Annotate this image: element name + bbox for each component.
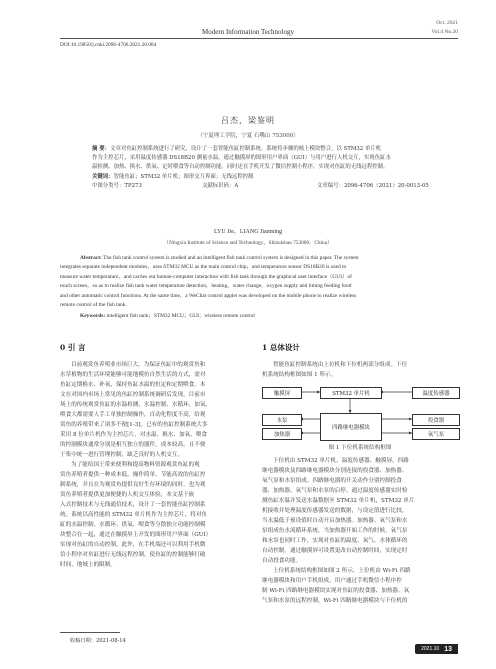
abstract-cn-line: 文章对鱼缸控制系统进行了研究，设计了一套智能鱼缸控制系统。系统将步骤的核上模块整合，以 STM32 单片机 bbox=[110, 146, 382, 152]
affiliation-cn: （宁夏理工学院，宁夏 石嘴山 753000） bbox=[197, 133, 299, 139]
doi: DOI:10.19850/j.cnki.2096-4706.2021.20.004 bbox=[60, 42, 157, 48]
mcu-box: STM32 单片机 bbox=[320, 387, 382, 399]
figure-caption: 图 1 下位机系统结构框图 bbox=[328, 445, 392, 451]
abstract-cn bbox=[92, 145, 462, 191]
paragraph-line: 入式控制技术与无线通信技术，设计了一套智能鱼缸控制系 bbox=[60, 502, 206, 508]
section1-heading: 1 总体设计 bbox=[262, 343, 300, 352]
paragraph-line: 目前观赏鱼养殖业市场巨大，为保证鱼缸中的观赏鱼和 bbox=[71, 362, 206, 368]
abstract-en-line: measure water temperature，and carries out human-computer interaction with fish tank through the graphical user interface（GUI）of bbox=[60, 273, 352, 280]
keywords-cn: 智能鱼缸；STM32 单片机；图形交互界面；无线远程控制 bbox=[113, 174, 254, 180]
section1-intro bbox=[262, 360, 458, 380]
issue-volume: Vol.4 No.20 bbox=[431, 29, 458, 35]
section0-heading: 0 引 言 bbox=[60, 343, 86, 352]
doc-code: 文献标识码：A bbox=[202, 183, 239, 189]
paragraph-line: 继电器模块及四路继电器模块分别连接的投食器、加热器、 bbox=[262, 468, 408, 474]
article-number: 文章编号：2096-4706（2021）20-0013-05 bbox=[317, 183, 429, 189]
paragraph-line: 智能鱼缸控制系统由上位机和下位机两部分组成。下位 bbox=[273, 362, 408, 368]
paragraph-line: 机系统结构框图如图 1 所示。 bbox=[262, 372, 337, 378]
paragraph-line: 块整合在一起，通过在触摸屏上开发的图形用户界面（GUI） bbox=[60, 532, 212, 538]
abstract-en bbox=[60, 254, 458, 322]
authors-en: LYU Jie，LIANG Jianming bbox=[213, 229, 283, 235]
paragraph-line: 时间、地域上的限制。 bbox=[60, 562, 116, 568]
keywords-en-label: Keywords: bbox=[80, 313, 106, 320]
oxygen-pump-box: 氧气泵 bbox=[412, 428, 460, 440]
paragraph-line: 制系统，并且在为观赏鱼提供良好生存环境的同时，也为观 bbox=[60, 482, 206, 488]
paragraph-line: 继电器模块和用户手机组成，用户通过手机微信小程序控 bbox=[262, 578, 402, 584]
paragraph-line: 场上的传统观赏鱼缸的水温检测、水温控制、水循环、加氧、 bbox=[60, 402, 212, 408]
abstract-cn-label: 摘 要： bbox=[92, 146, 111, 152]
abstract-cn-line: 作为主控芯片，采用温度传感器 DS18B20 测量水温，通过触摸屏的图形用户界面（GUI）与用户进行人机交互，实现鱼缸水 bbox=[92, 155, 391, 161]
paragraph-line: 鱼缸定期换水、补氧，保持鱼缸水温的恒定和定期喂食。本 bbox=[60, 382, 206, 388]
journal-title: Modern Information Technology bbox=[202, 28, 294, 36]
abstract-en-line: integrates separate independent modules，uses STM32 MCU as the main control chip，and temperature sensor DS18B20 is used to bbox=[60, 264, 347, 271]
abstract-en-label: Abstract: bbox=[80, 255, 102, 261]
footer-issue: 2021.10 bbox=[421, 646, 440, 652]
abstract-cn-line: 温检测、加热、换水、供氧、定时喂食等自动控制功能。同时还在手机开发了微信控制小程序，实现对鱼缸的无线远程控制。 bbox=[92, 164, 389, 170]
paragraph-line: 泵组成鱼水流循环系统，当加热器开始工作的时候，氧气泵 bbox=[262, 528, 408, 534]
page-number-badge bbox=[415, 644, 458, 654]
abstract-en-line: remote control of the fish tank. bbox=[60, 302, 127, 309]
paragraph-line: 文在对国内市场上常见的鱼缸控制系统调研后发现，目前市 bbox=[60, 392, 206, 398]
paragraph-line: 自动投食功能。 bbox=[262, 558, 302, 564]
heater-box: 加热器 bbox=[262, 428, 302, 440]
paragraph-line: 测鱼缸水温并发送水温数据至 STM32 单片机，STM32 单片 bbox=[262, 498, 415, 504]
paragraph-line: 下位机由 STM32 单片机、温度传感器、触摸屏、四路 bbox=[273, 458, 409, 464]
paragraph-line: 机接收并处理温度传感器发送的数据，与设定值进行比较， bbox=[262, 508, 408, 514]
relay-module-box: 四路继电器模块 bbox=[320, 413, 382, 441]
keywords-cn-label: 关键词： bbox=[92, 174, 114, 180]
authors-cn: 吕杰，梁鉴明 bbox=[221, 116, 275, 125]
temp-sensor-box: 温度传感器 bbox=[412, 387, 460, 399]
paragraph-line: 赏鱼养殖者提供一种成本低、操作简单、节能高效的鱼缸控 bbox=[60, 472, 206, 478]
received-date: 收稿日期：2021-08-14 bbox=[70, 638, 126, 644]
footnote-rule bbox=[60, 632, 120, 633]
keywords-en: intelligent fish tank；STM32 MCU；GUI；wireless remote control bbox=[106, 313, 255, 320]
abstract-en-line: The fish tank control system is studied and an intelligent fish tank control system is designed in this paper. The system bbox=[103, 255, 359, 261]
page-number: 13 bbox=[444, 645, 452, 653]
paragraph-line: 缸的水温控制、水循环、供氧、喂食等分散独立功能控制模 bbox=[60, 522, 206, 528]
abstract-en-line: and other automatic control functions. At the same time，a WeChat control applet was developed on the mobile phone to realize wireless bbox=[60, 292, 357, 299]
touchscreen-box: 触摸屏 bbox=[262, 387, 302, 399]
clc-code: 中图分类号：TP273 bbox=[92, 183, 142, 189]
feeder-box: 投食器 bbox=[412, 414, 460, 426]
paragraph-line: 采用 8 位单片机作为主控芯片，对水温、换水、加氧、喂食 bbox=[60, 432, 207, 438]
section1-body bbox=[262, 456, 458, 606]
paragraph-line: 的控制模块通常分别是相互独立的器件，成本较高，且不便 bbox=[60, 442, 206, 448]
paragraph-line: 器、加热器、氧气泵和水泵的启停。通过温度传感器实时检 bbox=[262, 488, 408, 494]
paragraph-line: 和水泵也同时工作，实现对鱼缸的温度、氧气、水体循环的 bbox=[262, 538, 408, 544]
paragraph-line: 气泵和水泵的远程控制，Wi-Fi 四路继电器模块与下位机的 bbox=[262, 598, 408, 604]
paragraph-line: 于集中统一进行管理控制，缺乏良好的人机交互。 bbox=[60, 452, 184, 458]
paragraph-line: 氧气泵和水泵组成。四路继电器的开关动作分别控制投食 bbox=[262, 478, 402, 484]
paragraph-line: 为了能给国王带来便利和提高物料资源观赏鱼缸的观 bbox=[71, 462, 200, 468]
paragraph-line: 喂食大都需要人手工单独控制操作，自动化程度不高，给观 bbox=[60, 412, 206, 418]
paragraph-line: 上位机系统结构框图如图 2 所示，上位机由 Wi-Fi 四路 bbox=[273, 568, 411, 574]
paragraph-line: 统。系统以高性能的 STM32 单片机作为主控芯片，将对鱼 bbox=[60, 512, 208, 518]
paragraph-line: 实现对鱼缸的自动控制。此外，在手机端还可以利用手机微 bbox=[60, 542, 206, 548]
paragraph-line: 当水温低于预设值时自动开启加热器。加热器、氧气泵和水 bbox=[262, 518, 408, 524]
paragraph-line: 水草植物的生活环境能够可能地模仿自然生活的方式，需对 bbox=[60, 372, 206, 378]
abstract-en-line: touch screen，so as to realize fish tank water temperature detection，heating，water change，oxygen supply and timing feeding food bbox=[60, 283, 352, 290]
header-rule bbox=[60, 38, 458, 39]
paragraph-line: 制 Wi-Fi 四路继电器模块实现对鱼缸的投食器、加热器、氧 bbox=[262, 588, 410, 594]
pump-box: 水泵 bbox=[262, 414, 302, 426]
paragraph-line: 自动控制。通过触摸屏可设置更改自动控制时间，实现定时 bbox=[262, 548, 408, 554]
section0-body bbox=[60, 360, 250, 570]
paragraph-line: 赏鱼的养殖带来了诸多不便[1-3]。已有的鱼缸控制系统大多 bbox=[60, 422, 208, 428]
affiliation-en: （Ningxia Institute of Science and Technology，Shizuishan 753000，China） bbox=[163, 240, 333, 246]
paragraph-line: 信小程序对鱼缸进行无线远程控制，使鱼缸的控制能够打破 bbox=[60, 552, 206, 558]
issue-date: Oct. 2021 bbox=[436, 20, 458, 26]
paragraph-line: 赏鱼养殖者提供更加便捷的人机交互体验，本文基于嵌 bbox=[60, 492, 195, 498]
